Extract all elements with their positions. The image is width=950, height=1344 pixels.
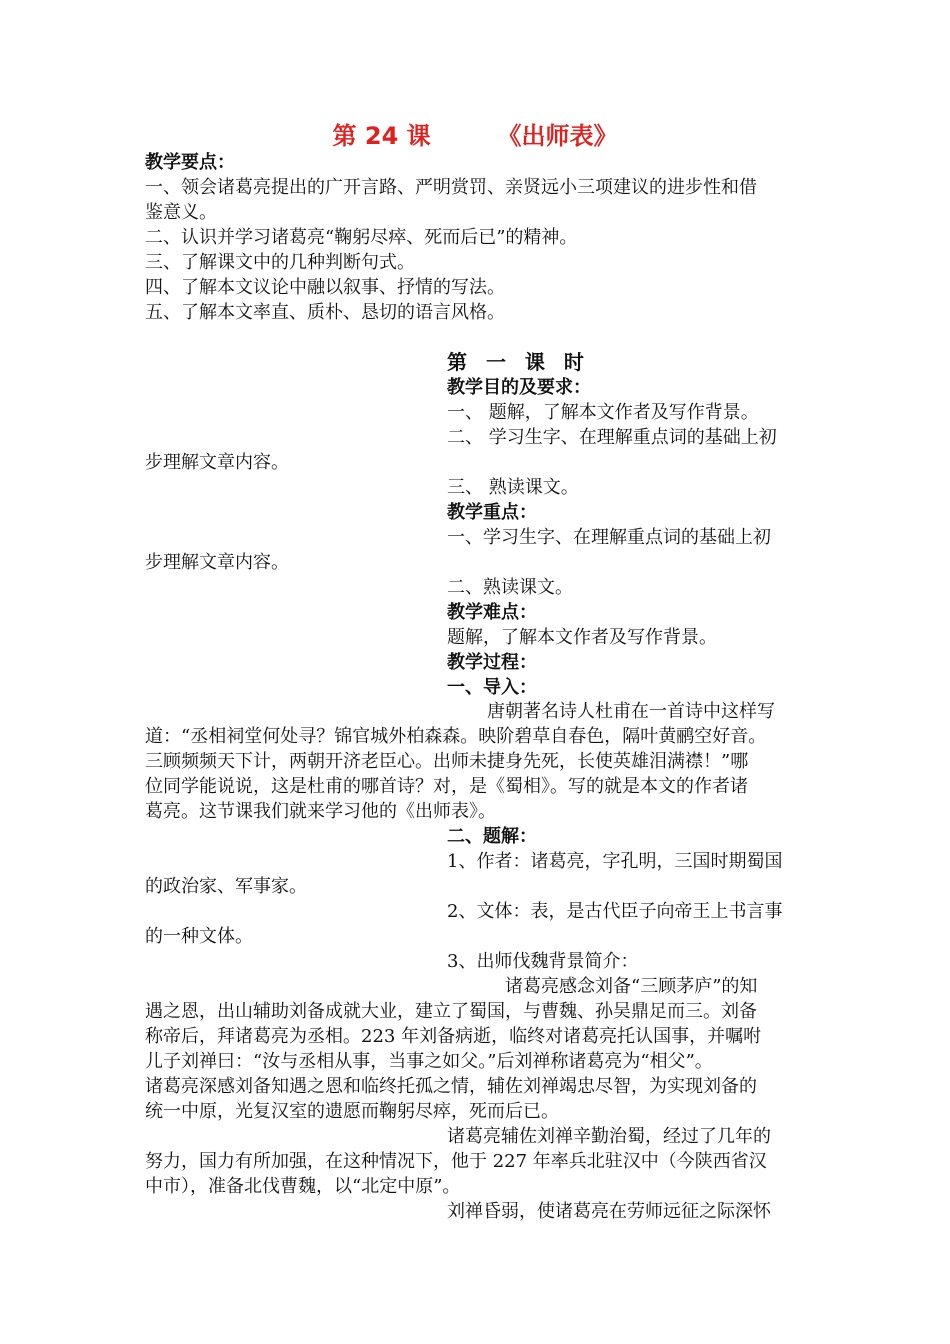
explain-heading: 二、题解： <box>447 826 537 847</box>
explain-line: 1、作者：诸葛亮，字孔明，三国时期蜀国 <box>447 851 783 872</box>
intro-line: 位同学能说说，这是杜甫的哪首诗？对，是《蜀相》。写的就是本文的作者诸 <box>145 776 748 797</box>
goal-line: 步理解文章内容。 <box>145 452 289 473</box>
explain-line: 称帝后，拜诸葛亮为丞相。223 年刘备病逝，临终对诸葛亮托认国事，并嘱咐 <box>145 1026 762 1047</box>
goal-line: 三、 熟读课文。 <box>447 477 579 498</box>
intro-line: 葛亮。这节课我们就来学习他的《出师表》。 <box>145 801 496 822</box>
key-points-heading: 教学要点： <box>145 152 235 173</box>
explain-line: 统一中原，光复汉室的遗愿而鞠躬尽瘁，死而后已。 <box>145 1101 559 1122</box>
lesson-title: 第 24 课 《出师表》 <box>332 122 618 150</box>
intro-line: 三顾频频天下计，两朝开济老臣心。出师未捷身先死，长使英雄泪满襟！”哪 <box>145 751 749 772</box>
difficulty-heading: 教学难点： <box>447 602 537 623</box>
goals-heading: 教学目的及要求： <box>447 377 591 398</box>
key-point-line: 五、了解本文率直、质朴、恳切的语言风格。 <box>145 302 505 323</box>
focus-line: 步理解文章内容。 <box>145 552 289 573</box>
explain-line: 的政治家、军事家。 <box>145 876 307 897</box>
goal-line: 一、 题解，了解本文作者及写作背景。 <box>447 402 759 423</box>
difficulty-text: 题解，了解本文作者及写作背景。 <box>447 627 717 648</box>
explain-line: 努力，国力有所加强，在这种情况下，他于 227 年率兵北驻汉中（今陕西省汉 <box>145 1151 767 1172</box>
key-point-line: 三、了解课文中的几种判断句式。 <box>145 252 415 273</box>
intro-heading: 一、导入： <box>447 677 537 698</box>
intro-line: 唐朝著名诗人杜甫在一首诗中这样写 <box>487 701 775 722</box>
explain-line: 的一种文体。 <box>145 926 253 947</box>
explain-line: 儿子刘禅曰：“汝与丞相从事，当事之如父。”后刘禅称诸葛亮为“相父”。 <box>145 1051 713 1072</box>
key-point-line: 四、了解本文议论中融以叙事、抒情的写法。 <box>145 277 505 298</box>
explain-line: 3、出师伐魏背景简介： <box>447 951 639 972</box>
process-heading: 教学过程： <box>447 652 537 673</box>
explain-line: 2、文体：表，是古代臣子向帝王上书言事 <box>447 901 783 922</box>
focus-line: 二、熟读课文。 <box>447 577 573 598</box>
explain-line: 诸葛亮辅佐刘禅辛勤治蜀，经过了几年的 <box>447 1126 771 1147</box>
key-point-line: 二、认识并学习诸葛亮“鞠躬尽瘁、死而后已”的精神。 <box>145 227 578 248</box>
focus-heading: 教学重点： <box>447 502 537 523</box>
explain-line: 中市），准备北伐曹魏，以“北定中原”。 <box>145 1176 461 1197</box>
explain-line: 刘禅昏弱，使诸葛亮在劳师远征之际深怀 <box>447 1201 771 1222</box>
intro-line: 道：“丞相祠堂何处寻？锦官城外柏森森。映阶碧草自春色，隔叶黄鹂空好音。 <box>145 726 767 747</box>
focus-line: 一、学习生字、在理解重点词的基础上初 <box>447 527 771 548</box>
explain-line: 诸葛亮深感刘备知遇之恩和临终托孤之情，辅佐刘禅竭忠尽智，为实现刘备的 <box>145 1076 757 1097</box>
explain-line: 遇之恩，出山辅助刘备成就大业，建立了蜀国，与曹魏、孙吴鼎足而三。刘备 <box>145 1001 757 1022</box>
lesson1-heading: 第 一 课 时 <box>447 350 590 374</box>
explain-line: 诸葛亮感念刘备“三顾茅庐”的知 <box>505 976 758 997</box>
key-point-line: 一、领会诸葛亮提出的广开言路、严明赏罚、亲贤远小三项建议的进步性和借 <box>145 177 757 198</box>
key-point-line: 鉴意义。 <box>145 202 217 223</box>
goal-line: 二、 学习生字、在理解重点词的基础上初 <box>447 427 777 448</box>
